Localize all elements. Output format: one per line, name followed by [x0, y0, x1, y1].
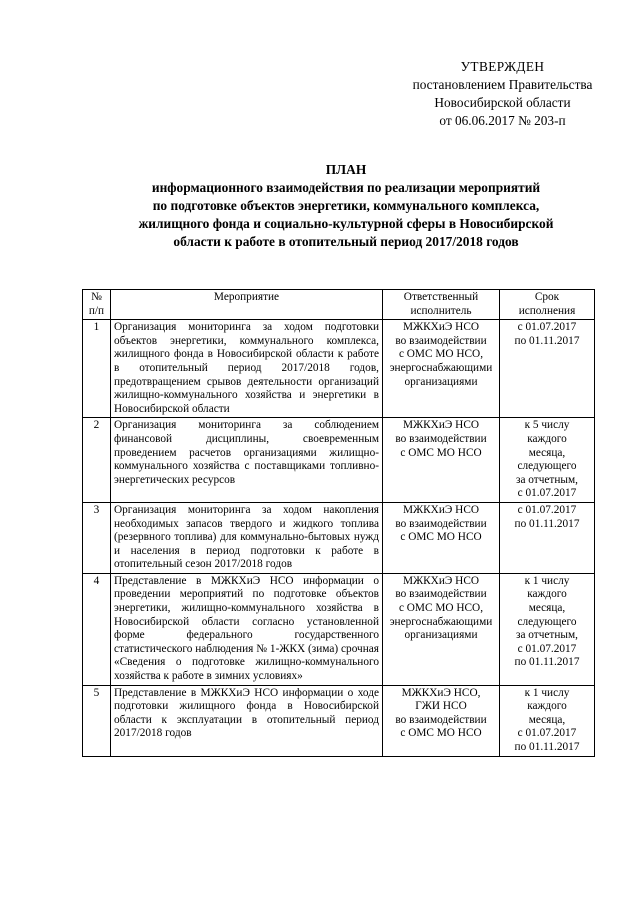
title-line: ПЛАН: [325, 162, 367, 177]
table-row: [83, 320, 595, 418]
title-line: по подготовке объектов энергетики, коммунального комплекса,: [152, 198, 540, 213]
approval-date: от 06.06.2017 № 203-п: [439, 113, 566, 128]
title-line: информационного взаимодействия по реализации мероприятий: [151, 180, 541, 195]
row-term: с 01.07.2017 по 01.11.2017: [500, 320, 595, 418]
table-header-row: [83, 290, 595, 320]
row-activity: Представление в МЖКХиЭ НСО информации о проведении мероприятий по подготовке объектов энергетики, жилищно-коммунального хозяйства в Новосибирской области согласно установленной форме федерального государственного статистического наблюдения № 1-ЖКХ (зима) срочная «Сведения о подготовке жилищно-коммунального хозяйства к работе в зимних условиях»: [111, 573, 383, 685]
row-responsible: МЖКХиЭ НСО во взаимодействии с ОМС МО НСО, энергоснабжающими организациями: [383, 573, 500, 685]
header-term: Срок исполнения: [500, 290, 595, 320]
row-num: 5: [83, 685, 111, 756]
title-line: жилищного фонда и социально-культурной сферы в Новосибирской: [138, 216, 554, 231]
row-num: 1: [83, 320, 111, 418]
row-term: к 5 числу каждого месяца, следующего за отчетным, с 01.07.2017: [500, 418, 595, 503]
plan-table: [82, 289, 595, 757]
row-responsible: МЖКХиЭ НСО во взаимодействии с ОМС МО НСО, энергоснабжающими организациями: [383, 320, 500, 418]
row-num: 4: [83, 573, 111, 685]
row-term: с 01.07.2017 по 01.11.2017: [500, 502, 595, 573]
approval-line: постановлением Правительства: [412, 77, 593, 92]
header-activity: Мероприятие: [111, 290, 383, 320]
table-row: [83, 418, 595, 503]
row-activity: Организация мониторинга за ходом подготовки объектов энергетики, коммунального комплекса, жилищного фонда в Новосибирской области к работе в отопительный период 2017/2018 годов, предотвращением срывов деятельности организаций жилищно-коммунального хозяйства и энергетики в Новосибирской области: [111, 320, 383, 418]
row-responsible: МЖКХиЭ НСО, ГЖИ НСО во взаимодействии с ОМС МО НСО: [383, 685, 500, 756]
document-title: [96, 161, 596, 251]
row-activity: Организация мониторинга за ходом накопления необходимых запасов твердого и жидкого топлива (резервного топлива) для коммунально-бытовых нужд и населения в период подготовки к работе в отопительный сезон 2017/2018 годов: [111, 502, 383, 573]
row-activity: Представление в МЖКХиЭ НСО информации о ходе подготовки жилищного фонда в Новосибирской области к эксплуатации в отопительный период 2017/2018 годов: [111, 685, 383, 756]
title-line: области к работе в отопительный период 2017/2018 годов: [173, 234, 519, 249]
row-num: 2: [83, 418, 111, 503]
approval-line: Новосибирской области: [434, 95, 571, 110]
table-row: [83, 573, 595, 685]
row-responsible: МЖКХиЭ НСО во взаимодействии с ОМС МО НСО: [383, 418, 500, 503]
row-term: к 1 числу каждого месяца, следующего за отчетным, с 01.07.2017 по 01.11.2017: [500, 573, 595, 685]
approval-stamp: [390, 58, 615, 130]
row-responsible: МЖКХиЭ НСО во взаимодействии с ОМС МО НСО: [383, 502, 500, 573]
approval-heading: УТВЕРЖДЕН: [460, 59, 545, 74]
table-row: [83, 685, 595, 756]
header-num: № п/п: [83, 290, 111, 320]
header-responsible: Ответственный исполнитель: [383, 290, 500, 320]
row-num: 3: [83, 502, 111, 573]
row-activity: Организация мониторинга за соблюдением финансовой дисциплины, своевременным проведением расчетов организациями жилищно-коммунального хозяйства с поставщиками топливно-энергетических ресурсов: [111, 418, 383, 503]
table-row: [83, 502, 595, 573]
row-term: к 1 числу каждого месяца, с 01.07.2017 по 01.11.2017: [500, 685, 595, 756]
